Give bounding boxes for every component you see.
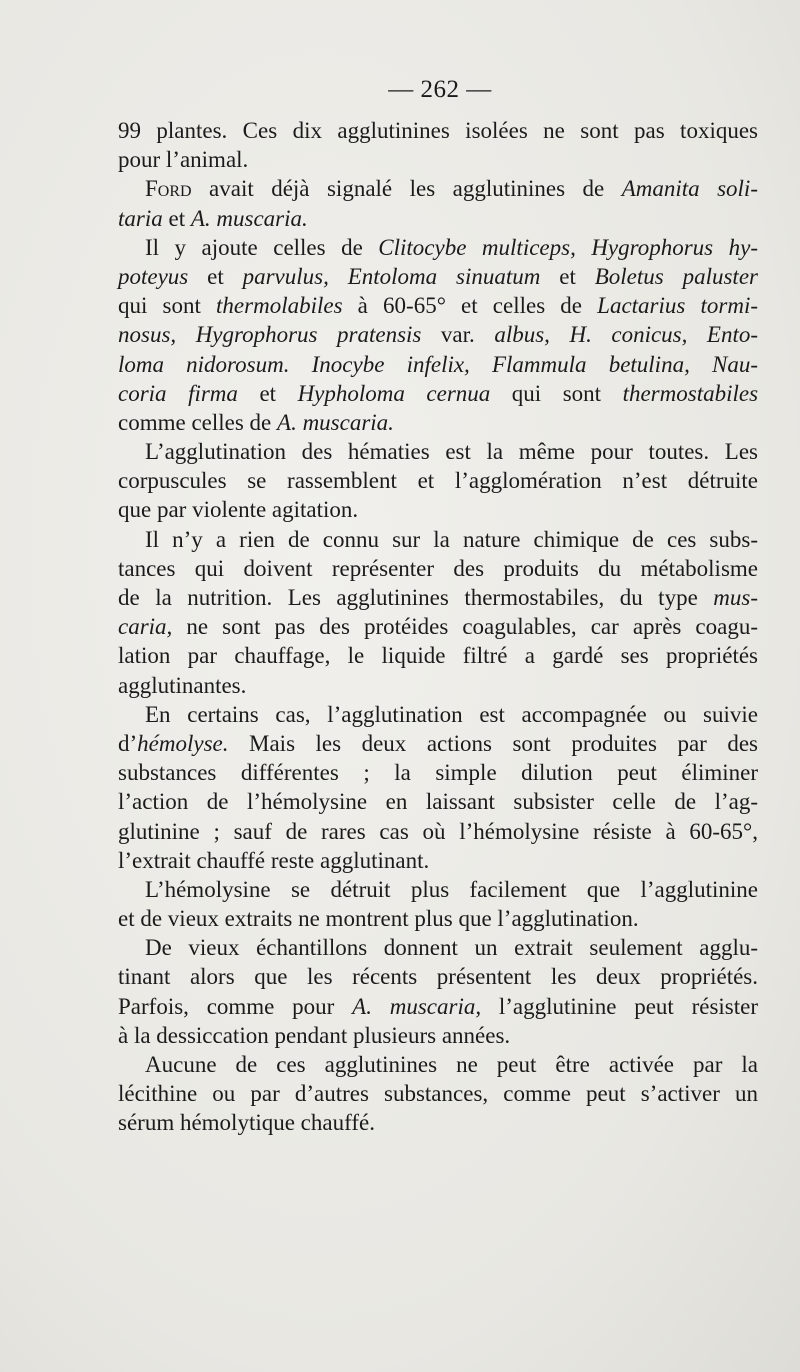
text-span: et <box>188 263 243 289</box>
text-span: glutinine ; sauf de rares cas où l’hémolysine résiste à 60-65°, <box>118 818 758 844</box>
italic-text: hémolyse. <box>137 730 229 756</box>
text-line <box>118 525 758 554</box>
text-span: que par violente agitation. <box>118 497 359 523</box>
text-line <box>118 875 758 904</box>
text-line <box>118 1021 758 1050</box>
text-span: De vieux échantillons donnent un extrait seulement agglu- <box>145 935 758 961</box>
text-line <box>118 787 758 816</box>
text-span: l’extrait chauffé reste agglutinant. <box>118 847 430 873</box>
italic-text: A. muscaria. <box>277 409 394 435</box>
italic-text: caria, <box>118 614 173 640</box>
italic-text: Clitocybe multiceps, Hygrophorus hy- <box>378 234 758 260</box>
text-span: Mais les deux actions sont produites par des <box>228 730 758 756</box>
text-line <box>118 992 758 1021</box>
text-span: l’agglutinine peut résister <box>481 993 759 1019</box>
italic-text: nosus, Hygrophorus pratensis <box>118 322 422 348</box>
text-span: et de vieux extraits ne montrent plus que l’agglutination. <box>118 906 639 932</box>
italic-text: Lactarius tormi- <box>597 293 758 319</box>
text-span: ne sont pas des protéides coagulables, car après coagu- <box>172 614 758 640</box>
text-span: L’hémolysine se détruit plus facilement que l’agglutinine <box>145 876 758 902</box>
italic-text: coria firma <box>118 380 238 406</box>
text-line <box>118 233 758 262</box>
italic-text: poteyus <box>118 263 189 289</box>
italic-text: mus- <box>713 585 758 610</box>
text-span: Il n’y a rien de connu sur la nature chimique de ces subs- <box>145 526 758 552</box>
text-line <box>118 291 758 320</box>
small-caps-text: Ford <box>145 176 192 202</box>
text-span: L’agglutination des hématies est la même pour toutes. Les <box>145 439 758 465</box>
text-line <box>118 320 758 349</box>
italic-text: parvulus, Entoloma sinuatum <box>242 263 541 289</box>
text-line <box>118 116 758 145</box>
text-span: et <box>237 380 298 406</box>
text-line <box>118 466 758 495</box>
italic-text: Hypholoma cernua <box>297 380 491 406</box>
italic-text: thermostabiles <box>622 380 759 406</box>
text-span: En certains cas, l’agglutination est accompagnée ou suivie <box>145 701 758 727</box>
text-span: Parfois, comme pour <box>118 993 353 1019</box>
italic-text: albus, H. conicus, Ento- <box>494 322 758 348</box>
italic-text: Boletus paluster <box>594 263 758 289</box>
text-line <box>118 174 758 203</box>
text-span: qui sont <box>490 380 623 406</box>
italic-text: taria <box>118 205 163 231</box>
text-line <box>118 408 758 437</box>
italic-text: thermolabiles <box>216 293 343 319</box>
text-span: tinant alors que les récents présentent les deux propriétés. <box>118 964 758 990</box>
text-span: agglutinantes. <box>118 672 247 698</box>
page-number: — 262 — <box>388 76 492 103</box>
text-span: et <box>162 205 191 231</box>
text-line <box>118 904 758 933</box>
text-span: pour l’animal. <box>118 147 249 173</box>
italic-text: A. muscaria. <box>190 205 308 231</box>
text-span: de la nutrition. Les agglutinines thermostabiles, du type <box>118 585 714 610</box>
text-span: l’action de l’hémolysine en laissant subsister celle de l’ag- <box>118 789 758 815</box>
text-line <box>118 758 758 787</box>
text-span: substances différentes ; la simple dilution peut éliminer <box>118 760 758 786</box>
text-line <box>118 846 758 875</box>
text-line <box>118 554 758 583</box>
text-line <box>118 729 758 758</box>
text-span: Il y ajoute celles de <box>145 234 379 260</box>
text-span: lation par chauffage, le liquide filtré a gardé ses propriétés <box>118 643 758 669</box>
text-line <box>118 933 758 962</box>
text-line <box>118 700 758 729</box>
text-span: qui sont <box>118 293 217 319</box>
text-line <box>118 495 758 524</box>
text-span: et <box>540 263 595 289</box>
text-span: comme celles de <box>118 409 278 435</box>
text-span: d’ <box>118 730 138 756</box>
text-line <box>118 962 758 991</box>
text-line <box>118 262 758 291</box>
text-line <box>118 1108 758 1137</box>
text-span: avait déjà signalé les agglutinines de <box>191 176 622 202</box>
text-line <box>118 350 758 379</box>
text-span: lécithine ou par d’autres substances, comme peut s’activer un <box>118 1081 758 1107</box>
text-span: à la dessiccation pendant plusieurs années. <box>118 1022 511 1048</box>
text-line <box>118 817 758 846</box>
text-span: à 60-65° et celles de <box>342 293 598 319</box>
text-span: corpuscules se rassemblent et l’agglomération n’est détruite <box>118 468 758 494</box>
body-text <box>118 116 758 1138</box>
text-span: sérum hémolytique chauffé. <box>118 1110 375 1136</box>
text-line <box>118 1050 758 1079</box>
italic-text: A. muscaria, <box>352 993 482 1019</box>
text-span: 99 plantes. Ces dix agglutinines isolées ne sont pas toxiques <box>118 118 758 143</box>
text-line <box>118 612 758 641</box>
text-span: tances qui doivent représenter des produits du métabolisme <box>118 555 758 581</box>
text-line <box>118 671 758 700</box>
text-line <box>118 583 758 612</box>
text-span: var. <box>421 322 495 348</box>
text-line <box>118 1079 758 1108</box>
text-line <box>118 437 758 466</box>
text-line <box>118 204 758 233</box>
italic-text: loma nidorosum. Inocybe infelix, Flammula betulina, Nau- <box>118 351 758 377</box>
text-line <box>118 145 758 174</box>
text-span: Aucune de ces agglutinines ne peut être activée par la <box>145 1052 758 1077</box>
text-line <box>118 379 758 408</box>
text-line <box>118 641 758 670</box>
italic-text: Amanita soli- <box>621 176 758 202</box>
